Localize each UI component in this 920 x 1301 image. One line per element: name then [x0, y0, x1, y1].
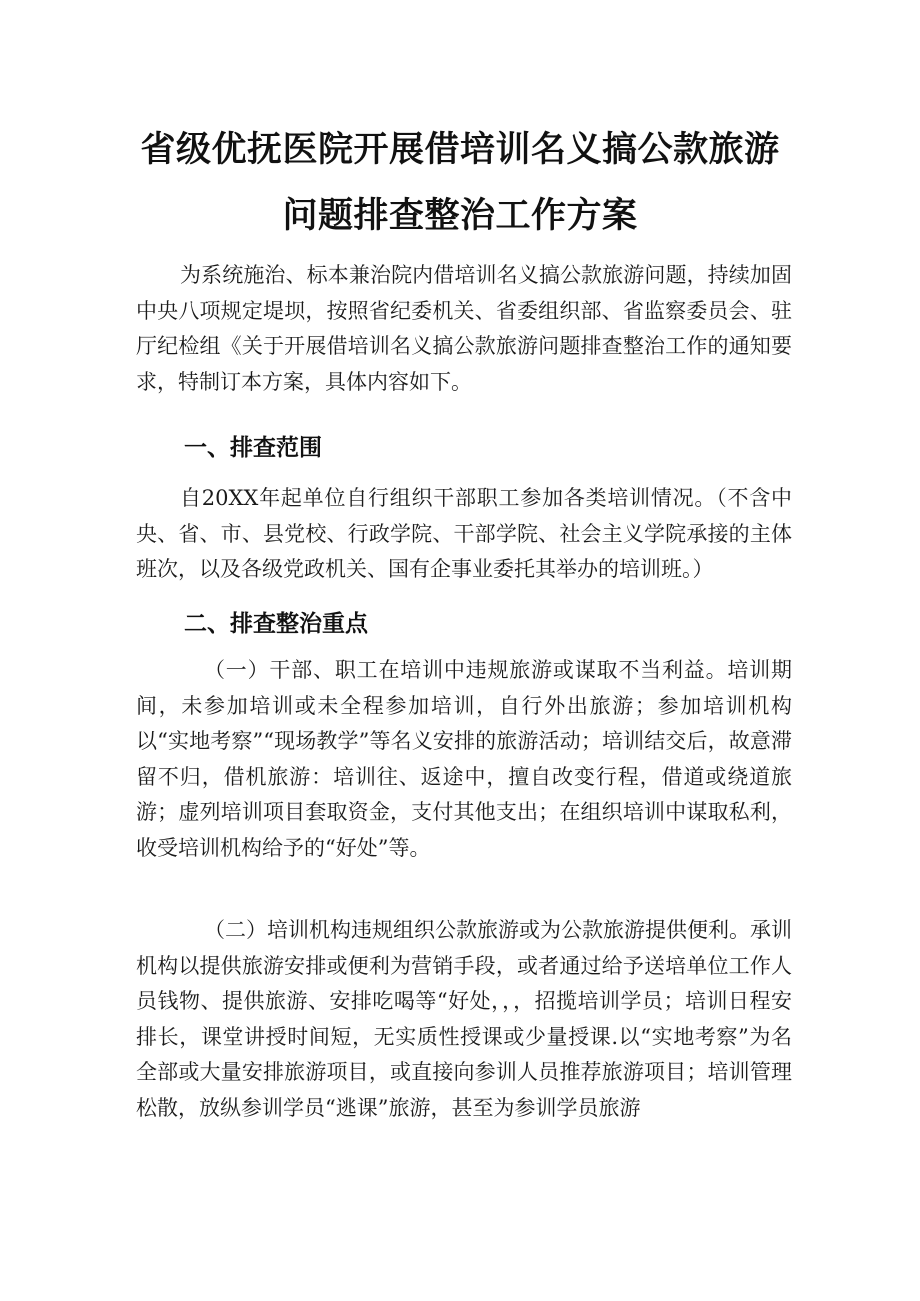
intro-paragraph: 为系统施治、标本兼治院内借培训名义搞公款旅游问题，持续加固中央八项规定堤坝，按照省纪委机关、省委组织部、省监察委员会、驻厅纪检组《关于开展借培训名义搞公款旅游问题排查整治工作的通知要求，特制订本方案，具体内容如下。 — [136, 263, 792, 394]
section-2-item-2-paragraph: （二）培训机构违规组织公款旅游或为公款旅游提供便利。承训机构以提供旅游安排或便利为营销手段，或者通过给予送培单位工作人员钱物、提供旅游、安排吃喝等“好处，，，招揽培训学员；培训日程安排长，课堂讲授时间短，无实质性授课或少量授课.以“实地考察”为名全部或大量安排旅游项目，或直接向参训人员推荐旅游项目；培训管理松散，放纵参训学员“逃课”旅游，甚至为参训学员旅游 — [136, 918, 792, 1120]
document-title-line-1: 省级优抚医院开展借培训名义搞公款旅游 — [140, 130, 780, 170]
section-1-paragraph: 自20XX年起单位自行组织干部职工参加各类培训情况。（不含中央、省、市、县党校、行政学院、干部学院、社会主义学院承接的主体班次，以及各级党政机关、国有企事业委托其举办的培训班。） — [136, 486, 792, 581]
document-title-line-2: 问题排查整治工作方案 — [282, 196, 638, 236]
section-2-item-1-paragraph: （一）干部、职工在培训中违规旅游或谋取不当利益。培训期间，未参加培训或未全程参加培训，自行外出旅游；参加培训机构以“实地考察”“现场教学”等名义安排的旅游活动；培训结交后，故意滞留不归，借机旅游：培训往、返途中，擅自改变行程，借道或绕道旅游；虚列培训项目套取资金，支付其他支出；在组织培训中谋取私利，收受培训机构给予的“好处”等。 — [136, 658, 792, 860]
section-1-heading: 一、排查范围 — [184, 435, 322, 461]
section-2-heading: 二、排查整治重点 — [184, 611, 368, 637]
